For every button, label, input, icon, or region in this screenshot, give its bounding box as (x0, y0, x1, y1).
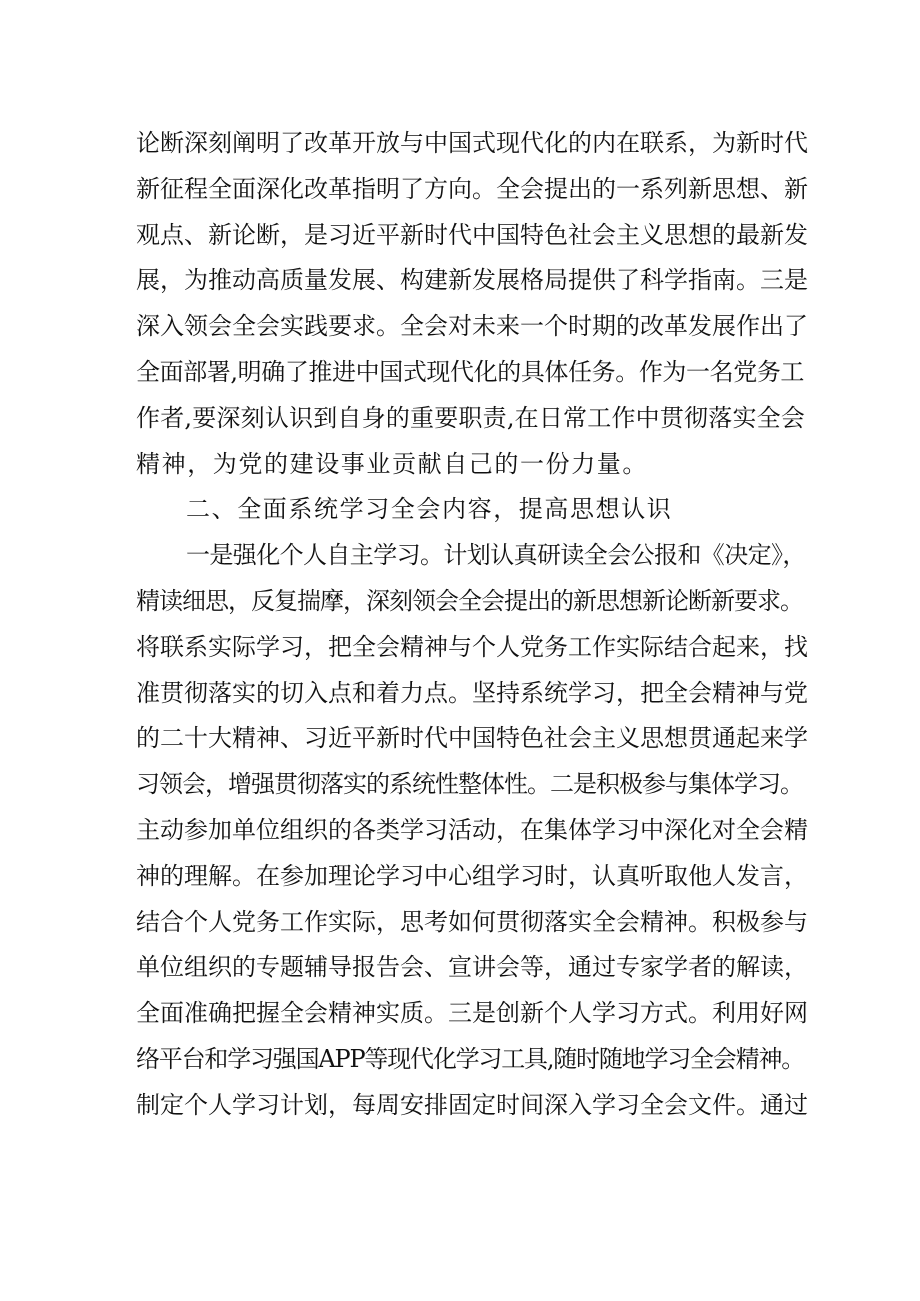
text-line-6: 全面部署,明确了推进中国式现代化的具体任务。作为一名党务工 (136, 357, 805, 386)
text-line-12: 将联系实际学习，把全会精神与个人党务工作实际结合起来，找 (136, 632, 808, 661)
text-line-8: 精神，为党的建设事业贡献自己的一份力量。 (136, 449, 648, 478)
document-body (136, 121, 808, 1129)
text-line-18: 结合个人党务工作实际，思考如何贯彻落实全会精神。积极参与 (136, 907, 808, 936)
text-line-3: 观点、新论断，是习近平新时代中国特色社会主义思想的最新发 (136, 220, 808, 249)
text-line-16: 主动参加单位组织的各类学习活动，在集体学习中深化对全会精 (136, 815, 808, 844)
text-line-4: 展，为推动高质量发展、构建新发展格局提供了科学指南。三是 (136, 266, 808, 295)
text-line-14: 的二十大精神、习近平新时代中国特色社会主义思想贯通起来学 (136, 724, 808, 753)
text-line-2: 新征程全面深化改革指明了方向。全会提出的一系列新思想、新 (136, 174, 808, 203)
text-line-19: 单位组织的专题辅导报告会、宣讲会等，通过专家学者的解读， (136, 953, 808, 982)
text-line-21: 络平台和学习强国APP等现代化学习工具,随时随地学习全会精神。 (136, 1044, 805, 1073)
text-line-10: 一是强化个人自主学习。计划认真研读全会公报和《决定》， (186, 541, 806, 570)
text-line-20: 全面准确把握全会精神实质。三是创新个人学习方式。利用好网 (136, 999, 808, 1028)
text-line-22: 制定个人学习计划，每周安排固定时间深入学习全会文件。通过 (136, 1090, 808, 1119)
text-line-1: 论断深刻阐明了改革开放与中国式现代化的内在联系，为新时代 (136, 129, 808, 157)
text-line-15: 习领会，增强贯彻落实的系统性整体性。二是积极参与集体学习。 (136, 770, 803, 799)
section-heading: 二、全面系统学习全会内容，提高思想认识 (186, 495, 673, 524)
text-line-13: 准贯彻落实的切入点和着力点。坚持系统学习，把全会精神与党 (136, 678, 808, 707)
text-line-17: 神的理解。在参加理论学习中心组学习时，认真听取他人发言， (136, 861, 808, 890)
text-line-7: 作者,要深刻认识到自身的重要职责,在日常工作中贯彻落实全会 (136, 403, 806, 432)
text-line-11: 精读细思，反复揣摩，深刻领会全会提出的新思想新论断新要求。 (136, 586, 803, 615)
text-line-5: 深入领会全会实践要求。全会对未来一个时期的改革发展作出了 (136, 312, 808, 341)
